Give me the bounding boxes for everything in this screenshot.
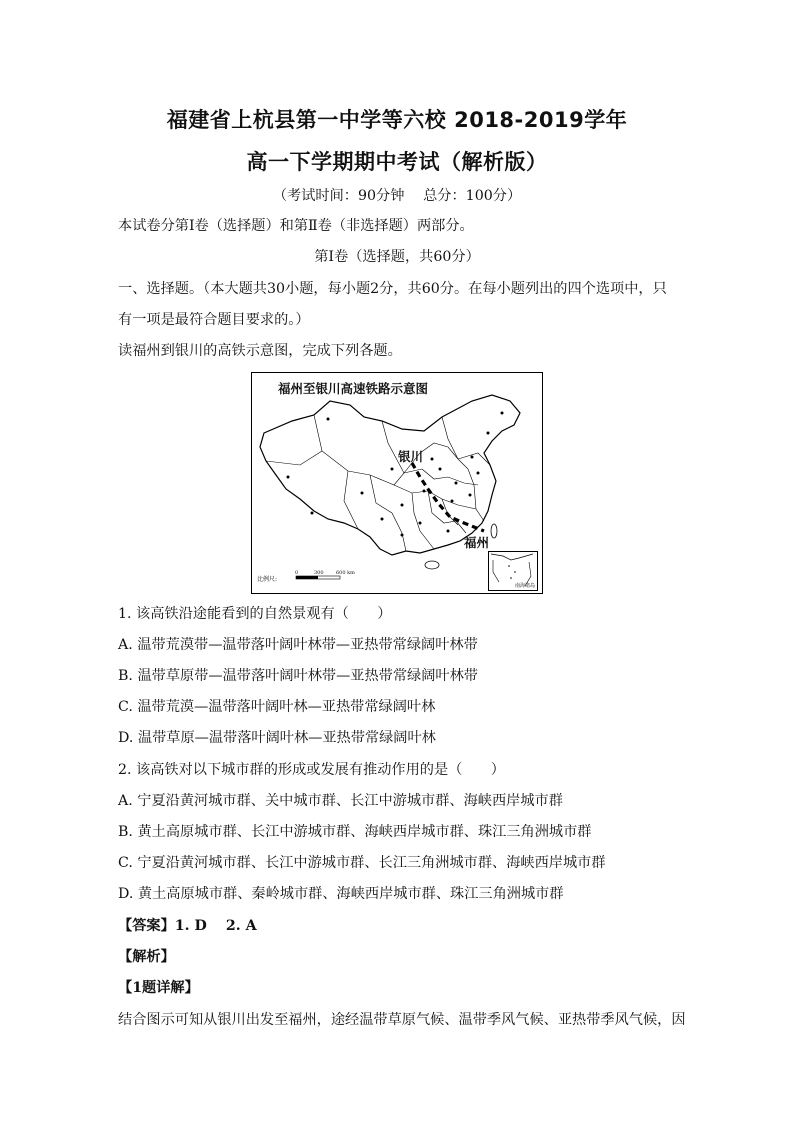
detail-1-text: 结合图示可知从银川出发至福州，途经温带草原气候、温带季风气候、亚热带季风气候，因 [118,1012,686,1028]
scale-tick-0: 0 [295,570,299,576]
question-1-option-d: D. 温带草原—温带落叶阔叶林—亚热带常绿阔叶林 [118,730,436,746]
city-label-yinchuan: 银川 [398,449,424,464]
inset-label: 南海诸岛 [514,583,535,589]
south-china-sea-inset [488,551,538,591]
section-instruction-line-1: 一、选择题。（本大题共30小题，每小题2分，共60分。在每小题列出的四个选项中，只 [118,281,667,297]
exam-info: （考试时间：90分钟 总分：100分） [272,188,522,204]
document-title-line-2: 高一下学期期中考试（解析版） [246,150,548,174]
question-2-option-b: B. 黄土高原城市群、长江中游城市群、海峡西岸城市群、珠江三角洲城市群 [118,824,592,840]
detail-1-heading: 【1题详解】 [118,980,199,996]
answer-line: 【答案】1. D 2. A [118,918,257,934]
city-label-fuzhou: 福州 [464,535,490,550]
railway-map-figure [251,372,543,594]
section-instruction-line-2: 有一项是最符合题目要求的。） [118,312,310,328]
part1-heading: 第Ⅰ卷（选择题，共60分） [314,249,480,265]
question-2-option-a: A. 宁夏沿黄河城市群、关中城市群、长江中游城市群、海峡西岸城市群 [118,793,563,809]
scale-label: 比例尺: [257,576,278,583]
document-title-line-1: 福建省上杭县第一中学等六校 2018-2019学年 [166,108,628,132]
question-1-stem: 1. 该高铁沿途能看到的自然景观有（ ） [118,606,392,622]
reading-prompt: 读福州到银川的高铁示意图，完成下列各题。 [118,343,402,359]
question-1-option-a: A. 温带荒漠带—温带落叶阔叶林带—亚热带常绿阔叶林带 [118,637,478,653]
scale-tick-600: 600 km [336,570,355,576]
map-title: 福州至银川高速铁路示意图 [278,381,429,396]
question-2-option-c: C. 宁夏沿黄河城市群、长江中游城市群、长江三角洲城市群、海峡西岸城市群 [118,855,606,871]
analysis-heading: 【解析】 [118,949,175,965]
intro-text: 本试卷分第Ⅰ卷（选择题）和第Ⅱ卷（非选择题）两部分。 [118,218,474,234]
question-2-stem: 2. 该高铁对以下城市群的形成或发展有推动作用的是（ ） [118,762,505,778]
question-1-option-c: C. 温带荒漠—温带落叶阔叶林—亚热带常绿阔叶林 [118,699,436,715]
question-1-option-b: B. 温带草原带—温带落叶阔叶林带—亚热带常绿阔叶林带 [118,668,478,684]
question-2-option-d: D. 黄土高原城市群、秦岭城市群、海峡西岸城市群、珠江三角洲城市群 [118,886,564,902]
scale-tick-300: 300 [314,570,324,576]
